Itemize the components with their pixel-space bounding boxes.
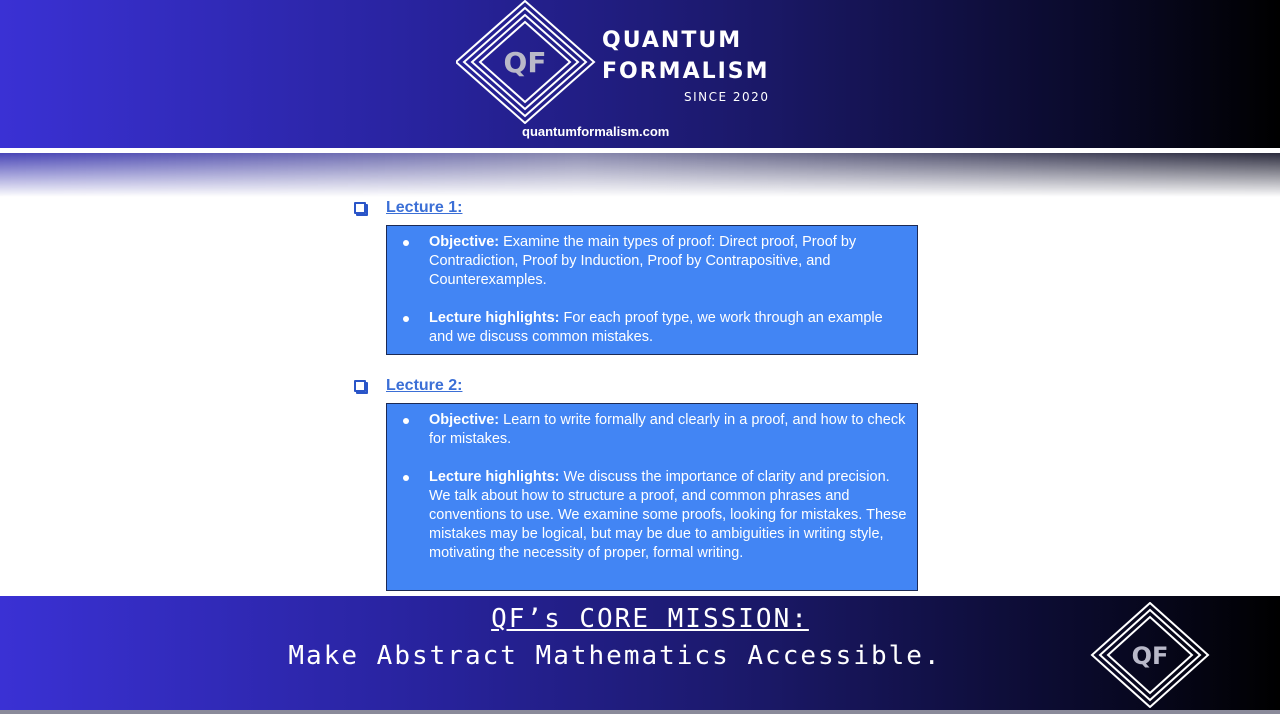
bullet-text: For each proof type, we work through an example and we discuss common mistakes. xyxy=(429,310,883,345)
lecture-heading-1 xyxy=(354,197,462,219)
brand-name-line2: FORMALISM xyxy=(602,59,770,84)
brand-name-line1: QUANTUM xyxy=(602,28,743,53)
logo-text: QF xyxy=(503,46,547,79)
list-item xyxy=(429,468,909,563)
lecture-box-1 xyxy=(386,225,918,355)
header-banner xyxy=(0,0,1280,148)
mission-title: QF’s CORE MISSION: xyxy=(491,604,809,634)
lecture-title[interactable]: Lecture 1: xyxy=(386,199,463,216)
list-item xyxy=(429,411,909,449)
bullet-text: We discuss the importance of clarity and precision. We talk about how to structure a proof, and common phrases and conventions to use. We examine some proofs, looking for mistakes. These mistakes may be logical, but may be due to ambiguities in writing style, motivating the necessity of proper, formal writing. xyxy=(429,469,907,561)
bullet-label: Objective: xyxy=(429,412,500,428)
bullet-label: Lecture highlights: xyxy=(429,310,560,326)
list-item xyxy=(429,309,909,347)
brand-url[interactable]: quantumformalism.com xyxy=(522,124,670,139)
brand-since: SINCE 2020 xyxy=(684,90,770,104)
bullet-text: Examine the main types of proof: Direct proof, Proof by Contradiction, Proof by Induction, Proof by Contrapositive, and Counterexamples. xyxy=(429,234,857,288)
qf-diamond-logo-icon xyxy=(456,0,606,124)
lecture-title[interactable]: Lecture 2: xyxy=(386,377,463,394)
mission-statement: Make Abstract Mathematics Accessible. xyxy=(288,641,942,671)
lecture-box-2 xyxy=(386,403,918,591)
checkbox-bullet-icon xyxy=(354,202,366,214)
qf-diamond-logo-icon xyxy=(1090,602,1210,708)
checkbox-bullet-icon xyxy=(354,380,366,392)
header-shadow xyxy=(0,153,1280,197)
lecture-heading-2 xyxy=(354,375,462,397)
bullet-label: Lecture highlights: xyxy=(429,469,560,485)
bullet-label: Objective: xyxy=(429,234,500,250)
bullet-text: Learn to write formally and clearly in a proof, and how to check for mistakes. xyxy=(429,412,906,447)
logo-text: QF xyxy=(1131,642,1169,670)
footer-bottom-strip xyxy=(0,710,1280,714)
list-item xyxy=(429,233,909,290)
